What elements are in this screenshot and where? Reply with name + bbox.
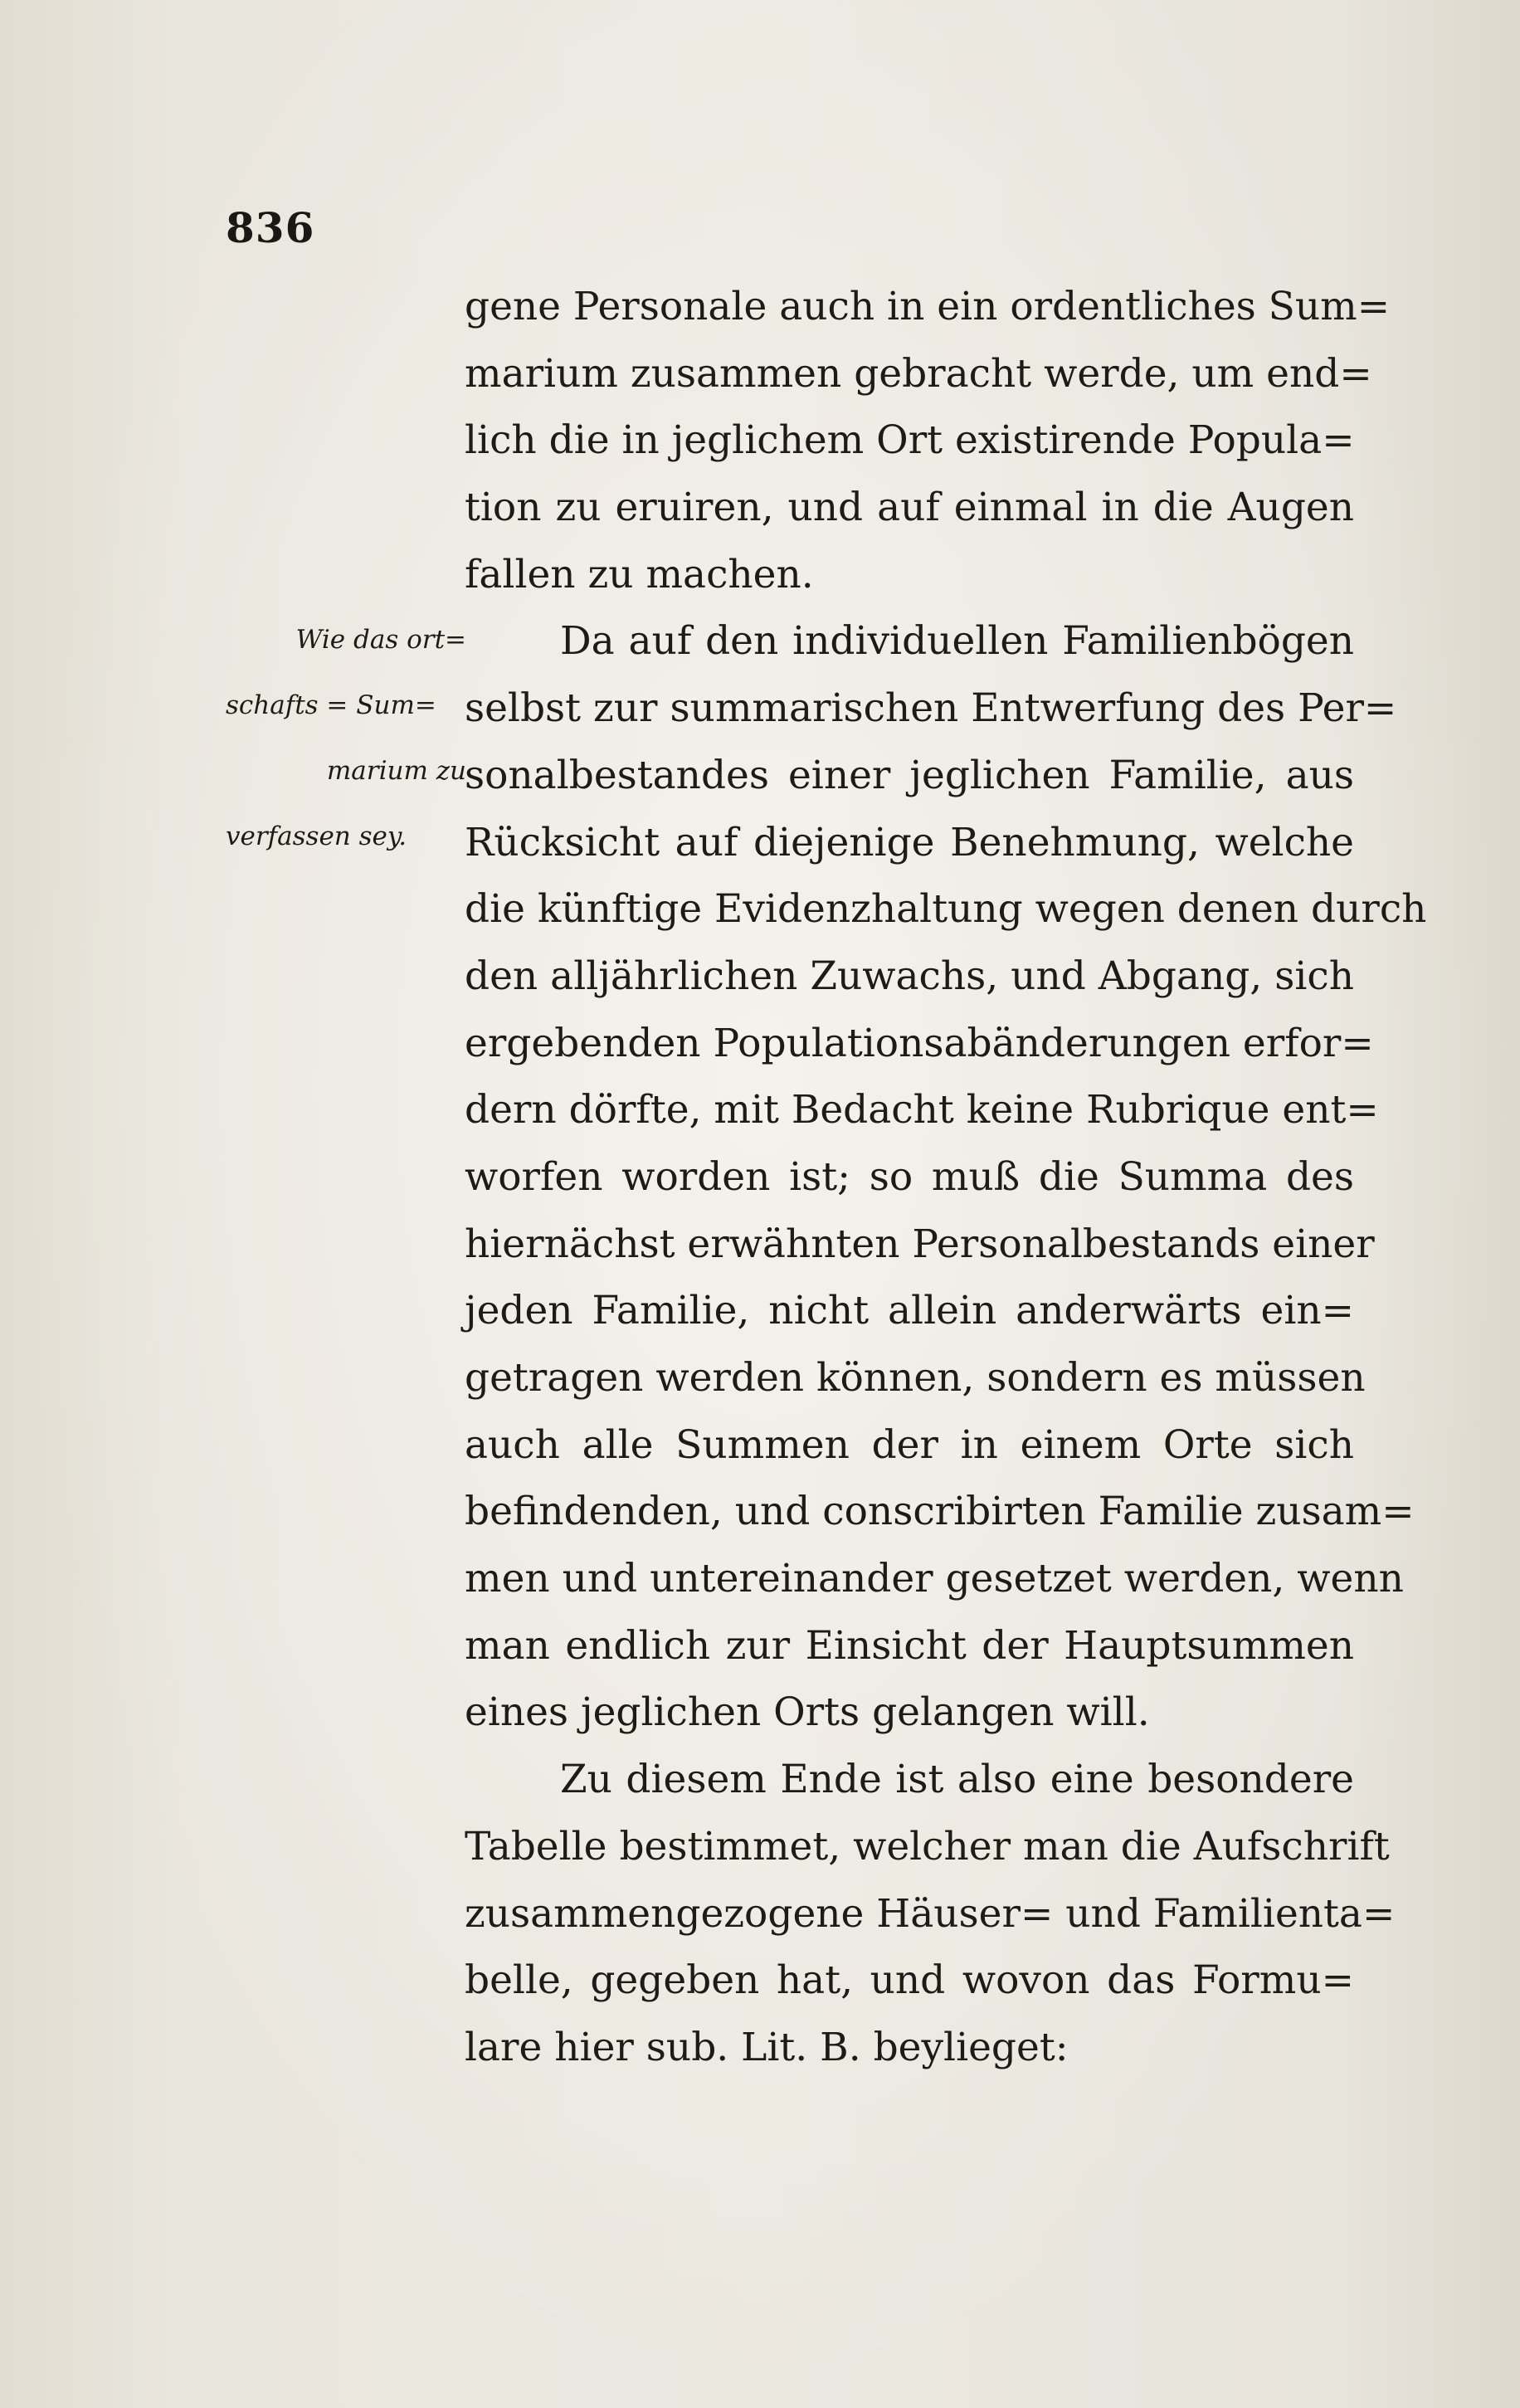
margin-note-line: Wie das ort= — [295, 625, 466, 655]
text-line: Zu diesem Ende ist also eine besondere — [560, 1757, 1354, 1803]
text-line: Rücksicht auf diejenige Benehmung, welche — [465, 819, 1354, 865]
text-line: selbst zur summarischen Entwerfung des Per= — [465, 685, 1397, 732]
text-line: worfen worden ist; so muß die Summa des — [465, 1153, 1354, 1200]
margin-note-line: schafts = Sum= — [226, 690, 436, 720]
text-line: den alljährlichen Zuwachs, und Abgang, sich — [465, 953, 1354, 999]
text-line: gene Personale auch in ein ordentliches Sum= — [465, 284, 1391, 329]
text-line: eines jeglichen Orts gelangen will. — [465, 1689, 1150, 1736]
margin-note — [226, 607, 466, 870]
body-text — [465, 274, 1427, 2082]
text-line: die künftige Evidenzhaltung wegen denen durch — [465, 886, 1427, 933]
text-line: marium zusammen gebracht werde, um end= — [465, 350, 1372, 397]
text-line: getragen werden können, sondern es müssen — [465, 1355, 1366, 1401]
text-line: zusammengezogene Häuser= und Familienta= — [465, 1890, 1396, 1937]
text-line: lare hier sub. Lit. B. beylieget: — [465, 2024, 1069, 2070]
text-line: man endlich zur Einsicht der Hauptsummen — [465, 1622, 1354, 1669]
page-number: 836 — [226, 203, 315, 252]
text-line: lich die in jeglichem Ort existirende Popula= — [465, 417, 1355, 464]
text-line: fallen zu machen. — [465, 551, 814, 597]
text-line: belle, gegeben hat, und wovon das Formu= — [465, 1957, 1354, 2004]
margin-note-line: verfassen sey. — [226, 821, 407, 851]
text-line: tion zu eruiren, und auf einmal in die Augen — [465, 485, 1354, 531]
text-line: ergebenden Populationsabänderungen erfor= — [465, 1020, 1374, 1066]
text-line: befindenden, und conscribirten Familie zusam= — [465, 1489, 1415, 1535]
text-line: jeden Familie, nicht allein anderwärts ein= — [465, 1288, 1354, 1334]
text-line: auch alle Summen der in einem Orte sich — [465, 1421, 1354, 1468]
text-line: sonalbestandes einer jeglichen Familie, aus — [465, 752, 1354, 798]
text-line: dern dörfte, mit Bedacht keine Rubrique ent= — [465, 1087, 1379, 1133]
text-line: Tabelle bestimmet, welcher man die Aufschrift — [465, 1823, 1390, 1869]
text-line: Da auf den individuellen Familienbögen — [560, 618, 1354, 665]
margin-note-line: marium zu — [326, 756, 466, 786]
text-line: hiernächst erwähnten Personalbestands einer — [465, 1221, 1375, 1267]
text-line: men und untereinander gesetzet werden, wenn — [465, 1556, 1404, 1602]
